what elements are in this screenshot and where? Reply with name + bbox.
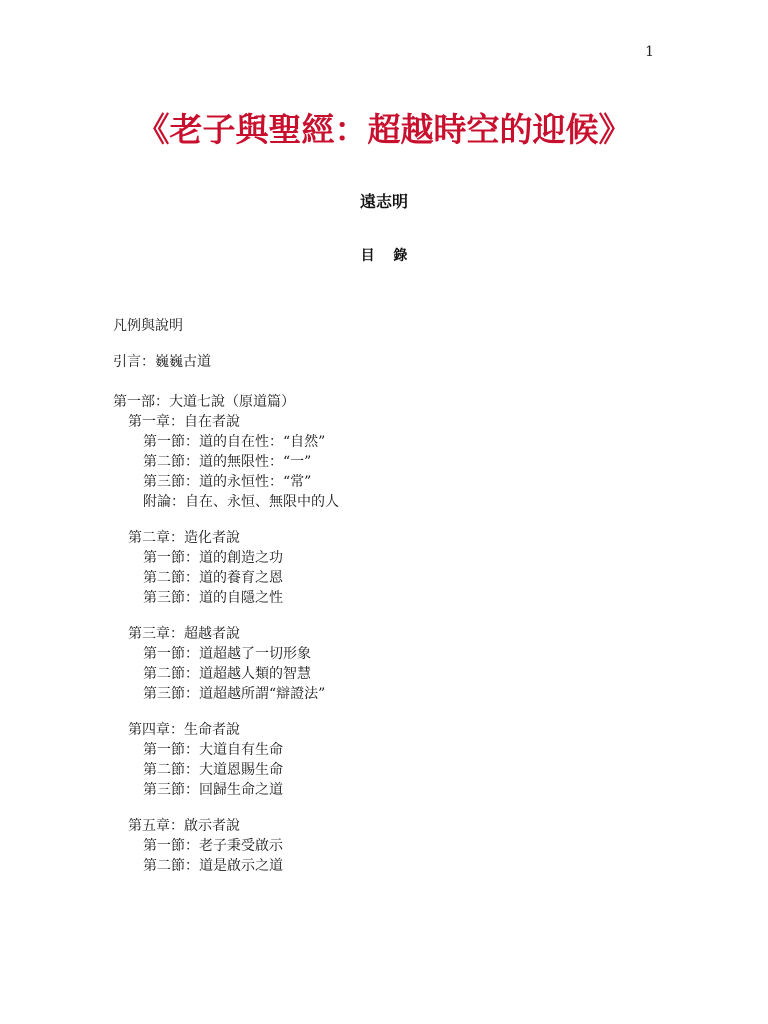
table-of-contents [113, 316, 339, 876]
toc-section[interactable]: 第三節：道超越所謂“辯證法” [143, 686, 326, 702]
toc-chapter-4[interactable]: 第四章：生命者說 [128, 722, 240, 738]
toc-chapter-3[interactable]: 第三章：超越者說 [128, 626, 240, 642]
toc-entry-conventions[interactable]: 凡例與說明 [113, 318, 183, 334]
spacer [113, 372, 339, 392]
toc-section[interactable]: 第二節：道是啟示之道 [143, 858, 283, 874]
author-name: 遠志明 [359, 192, 408, 211]
toc-section[interactable]: 第三節：回歸生命之道 [143, 782, 283, 798]
toc-section[interactable]: 第一節：大道自有生命 [143, 742, 283, 758]
toc-section[interactable]: 附論：自在、永恒、無限中的人 [143, 494, 339, 510]
toc-section[interactable]: 第三節：道的自隱之性 [143, 590, 283, 606]
toc-chapter-1[interactable]: 第一章：自在者說 [128, 414, 240, 430]
document-title: 《老子與聖經：超越時空的迎候》 [136, 110, 632, 149]
toc-chapter-5[interactable]: 第五章：啟示者說 [128, 818, 240, 834]
spacer [113, 800, 339, 816]
toc-section[interactable]: 第一節：道的自在性：“自然” [143, 434, 326, 450]
spacer [113, 608, 339, 624]
toc-part-1[interactable]: 第一部：大道七說（原道篇） [113, 394, 295, 410]
toc-heading: 目 錄 [360, 248, 408, 264]
spacer [113, 512, 339, 528]
page-number: 1 [645, 44, 654, 60]
spacer [113, 336, 339, 352]
toc-section[interactable]: 第一節：道超越了一切形象 [143, 646, 311, 662]
toc-section[interactable]: 第二節：大道恩賜生命 [143, 762, 283, 778]
toc-section[interactable]: 第一節：老子秉受啟示 [143, 838, 283, 854]
toc-section[interactable]: 第三節：道的永恒性：“常” [143, 474, 312, 490]
toc-section[interactable]: 第一節：道的創造之功 [143, 550, 283, 566]
toc-section[interactable]: 第二節：道超越人類的智慧 [143, 666, 311, 682]
toc-chapter-2[interactable]: 第二章：造化者說 [128, 530, 240, 546]
toc-section[interactable]: 第二節：道的養育之恩 [143, 570, 283, 586]
toc-section[interactable]: 第二節：道的無限性：“一” [143, 454, 312, 470]
spacer [113, 704, 339, 720]
toc-entry-introduction[interactable]: 引言：巍巍古道 [113, 354, 211, 370]
